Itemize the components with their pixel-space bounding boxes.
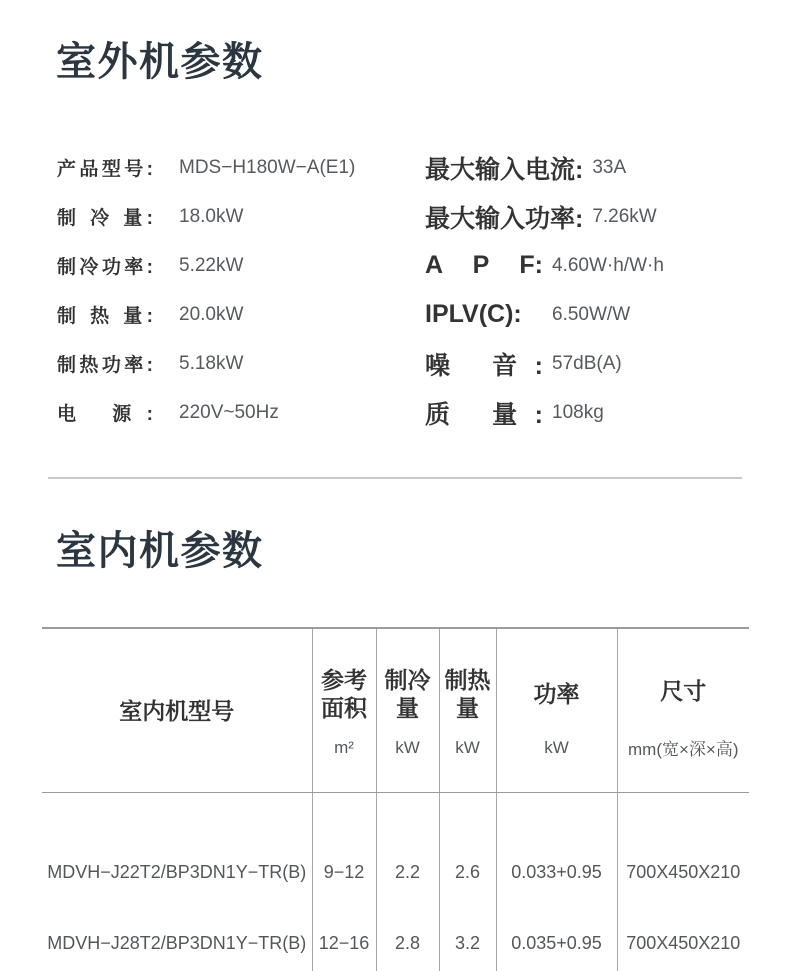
column-header — [376, 628, 439, 793]
spec-row — [425, 339, 664, 388]
table-cell: 0.035+0.95 — [496, 916, 617, 971]
spec-row — [57, 339, 355, 388]
indoor-section-title: 室内机参数 — [56, 531, 264, 571]
spec-label: 制冷功率: — [57, 252, 153, 279]
spec-value: 5.22kW — [179, 255, 243, 277]
table-cell: MDVH−J28T2/BP3DN1Y−TR(B) — [42, 916, 312, 971]
outdoor-section-title: 室外机参数 — [56, 42, 264, 82]
spec-value: 7.26kW — [592, 206, 656, 228]
spec-value: 57dB(A) — [552, 353, 622, 375]
spec-label: 制 热 量: — [57, 301, 153, 328]
table-cell: 2.2 — [376, 793, 439, 917]
spec-row — [425, 290, 664, 339]
spec-label: 质 量: — [425, 395, 543, 431]
spec-value: 33A — [592, 157, 626, 179]
table-cell: 3.2 — [439, 916, 496, 971]
spec-label: A P F: — [425, 251, 543, 280]
outdoor-spec-list-left — [57, 143, 355, 437]
spec-row — [425, 388, 664, 437]
table-cell: 0.033+0.95 — [496, 793, 617, 917]
column-header-label: 制热 量 — [445, 664, 491, 724]
table-cell: MDVH−J22T2/BP3DN1Y−TR(B) — [42, 793, 312, 917]
spec-row — [425, 143, 664, 192]
table-cell: 700X450X210 — [617, 916, 749, 971]
spec-label: 制 冷 量: — [57, 203, 153, 230]
table-cell: 2.8 — [376, 916, 439, 971]
column-header-label: 制冷 量 — [385, 664, 431, 724]
spec-value: MDS−H180W−A(E1) — [179, 157, 355, 179]
spec-label: 噪 音: — [425, 346, 543, 382]
column-header-label: 室内机型号 — [119, 681, 234, 741]
spec-label: 最大输入电流: — [425, 150, 583, 186]
column-unit-label: mm(宽×深×高) — [628, 735, 739, 760]
table-cell: 12−16 — [312, 916, 376, 971]
table-row — [42, 916, 749, 971]
spec-row — [57, 388, 355, 437]
spec-value: 18.0kW — [179, 206, 243, 228]
spec-value: 220V~50Hz — [179, 402, 279, 424]
spec-value: 4.60W·h/W·h — [552, 255, 664, 277]
spec-label: 制热功率: — [57, 350, 153, 377]
outdoor-spec-list-right — [425, 143, 664, 437]
section-divider — [48, 477, 742, 479]
spec-value: 20.0kW — [179, 304, 243, 326]
column-header — [42, 628, 312, 793]
column-unit-label: m² — [334, 738, 354, 758]
table-cell: 700X450X210 — [617, 793, 749, 917]
column-header — [617, 628, 749, 793]
indoor-unit-table — [42, 627, 749, 971]
spec-row — [57, 143, 355, 192]
column-unit-label: kW — [455, 738, 480, 758]
table-cell: 9−12 — [312, 793, 376, 917]
spec-row — [57, 192, 355, 241]
spec-label: 产品型号: — [57, 154, 153, 181]
spec-label: 电 源: — [57, 399, 153, 426]
column-header-label: 尺寸 — [660, 661, 706, 721]
spec-value: 5.18kW — [179, 353, 243, 375]
table-header-row — [42, 628, 749, 793]
spec-label: IPLV(C): — [425, 300, 543, 329]
column-header — [312, 628, 376, 793]
column-header — [439, 628, 496, 793]
table-row — [42, 793, 749, 917]
spec-value: 108kg — [552, 402, 604, 424]
spec-row — [425, 241, 664, 290]
column-header — [496, 628, 617, 793]
table-body — [42, 793, 749, 971]
column-header-label: 功率 — [534, 664, 580, 724]
table-cell: 2.6 — [439, 793, 496, 917]
spec-value: 6.50W/W — [552, 304, 630, 326]
spec-label: 最大输入功率: — [425, 199, 583, 235]
spec-row — [57, 241, 355, 290]
column-unit-label: kW — [395, 738, 420, 758]
column-header-label: 参考 面积 — [321, 664, 367, 724]
spec-row — [57, 290, 355, 339]
column-unit-label: kW — [544, 738, 569, 758]
spec-row — [425, 192, 664, 241]
